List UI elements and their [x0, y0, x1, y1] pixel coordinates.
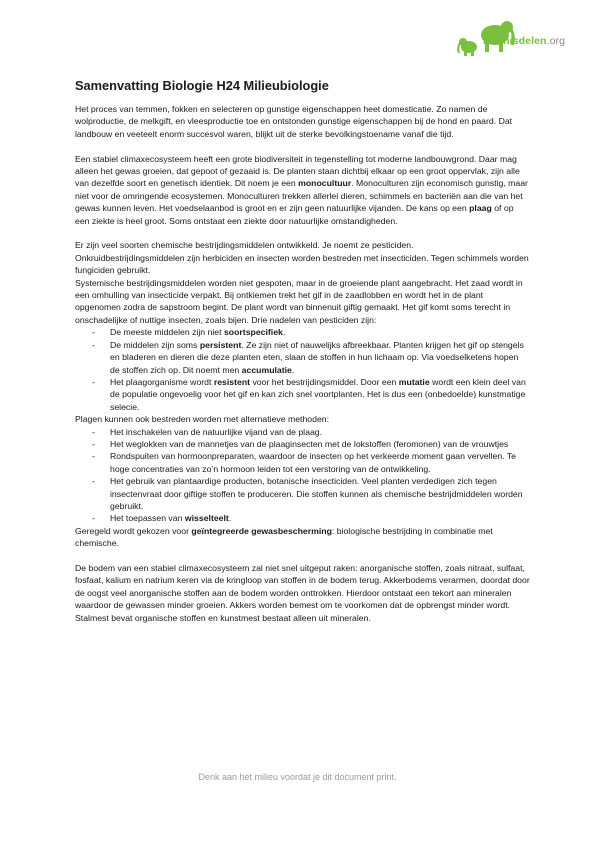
page-title: Samenvatting Biologie H24 Milieubiologie [75, 78, 329, 93]
list-item: - Het gebruik van plantaardige producten, botanische insecticiden. Veel planten verdedigen zich tegen insectenvraat door giftige stoffen te produceren. Die stoffen kunnen als chemische bestrijdmiddelen worden gebruikt. [75, 475, 530, 512]
list-item: - De meeste middelen zijn niet soortspecifiek. [75, 326, 530, 338]
paragraph-integrated: Geregeld wordt gekozen voor geïntegreerde gewasbescherming: biologische bestrijding in combinatie met chemische. [75, 525, 493, 549]
term-integrated-crop-protection: geïntegreerde gewasbescherming [191, 525, 332, 536]
footer-note: Denk aan het milieu voordat je dit document print. [198, 772, 397, 782]
paragraph-domestication: Het proces van temmen, fokken en selecteren op gunstige eigenschappen heet domesticatie. Zo namen de wolproductie, de melkgift, en vleesproductie toe en ontstonden gunstige eigenschappen bij de hond en paard. Dat landbouw en veeteelt enorm succesvol waren, blijkt uit de sterke bevolkingstoename vanaf die tijd. [75, 104, 513, 139]
term-monocultuur: monocultuur [298, 178, 352, 189]
paragraph-pesticides-1: Er zijn veel soorten chemische bestrijdingsmiddelen ontwikkeld. Je noemt ze pesticiden. [75, 240, 414, 251]
logo-brand-part1: Kennis [483, 35, 519, 47]
kennisdelen-logo [455, 15, 580, 60]
paragraph-pesticides-3: Systemische bestrijdingsmiddelen worden niet gespoten, maar in de groeiende plant aangebracht. Het zaad wordt in een omhulling van insecticide verpakt. Bij ontkiemen trekt het gif in de zaadlobben en wordt het in de plant opgenomen zodra de sapstroom begint. De plant wordt van binnenuit giftig gemaakt. Het gif komt soms terecht in onschadelijke of nuttige insecten, zoals bijen. Drie nadelen van pesticiden zijn: [75, 277, 523, 325]
list-item: - Het plaagorganisme wordt resistent voor het bestrijdingsmiddel. Door een mutatie wordt een klein deel van de populatie ongevoelig voor het gif en kan zich snel voortplanten. Het is dus een (onbedoelde) kunstmatige selecie. [75, 376, 530, 413]
list-item: - Het inschakelen van de natuurlijke vijand van de plaag. [75, 426, 530, 438]
term-plaag: plaag [469, 203, 492, 214]
list-item: - Het toepassen van wisselteelt. [75, 512, 530, 524]
paragraph-soil: De bodem van een stabiel climaxecosysteem zal niet snel uitgeput raken: anorganische stoffen, zoals nitraat, sulfaat, fosfaat, kalium en natrium keren via de kringloop van stoffen in de bodem terug. Akkerbodems verarmen, doordat door de oogst veel anorganische stoffen aan de bodem worden onttrokken. Hierdoor ontstaat een tekort aan mineralen waardoor de gewassen minder groeien. Akkers worden bemest om te voorkomen dat de opbrengst minder wordt. Stalmest bevat organische stoffen en kunstmest bestaat alleen uit mineralen. [75, 562, 530, 623]
disadvantages-list [75, 326, 530, 413]
alternatives-list [75, 426, 530, 525]
paragraph-monoculture: Een stabiel climaxecosysteem heeft een grote biodiversiteit in tegenstelling tot moderne landbouwgrond. Daar mag alleen het gewas groeien, dat gepoot of gezaaid is. De planten staan dichtbij elkaar op een groot oppervlak, zijn alle van dezelfde soort en genetisch identiek. Dit noem je een monocultuur. Monoculturen zijn economisch gunstig, maar niet voor de omringende ecosystemen. Monoculturen trekken allerlei dieren, schimmels en bacteriën aan die van het gewas kunnen leven. Het voedselaanbod is groot en er zijn geen natuurlijke vijanden. De kans op een plaag of op een ziekte is heel groot. Soms ontstaat een ziekte door natuurlijke omstandigheden. [75, 153, 528, 226]
logo-brand-tld: .org [546, 35, 566, 47]
list-item: - Rondspuiten van hormoonpreparaten, waardoor de insecten op het verkeerde moment gaan vervellen. Te hoge concentraties van zo’n hormoon leiden tot een verstoring van de ontwikkeling. [75, 450, 530, 475]
document-body [75, 103, 530, 636]
logo-brand-part2: delen [518, 35, 547, 47]
list-item: - Het weglokken van de mannetjes van de plaaginsecten met de lokstoffen (feromonen) van de vrouwtjes [75, 438, 530, 450]
paragraph-pesticides-2: Onkruidbestrijdingsmiddelen zijn herbiciden en insecten worden bestreden met insecticiden. Tegen schimmels worden fungiciden gebruikt. [75, 252, 529, 276]
paragraph-alternatives-intro: Plagen kunnen ook bestreden worden met alternatieve methoden: [75, 414, 330, 425]
list-item: - De middelen zijn soms persistent. Ze zijn niet of nauwelijks afbreekbaar. Planten krijgen het gif op stengels en bladeren en dieren die deze planten eten, slaan de stoffen in hun lichaam op. Via voedselketens hopen de stoffen zich op. Dit noemt men accumulatie. [75, 339, 530, 376]
